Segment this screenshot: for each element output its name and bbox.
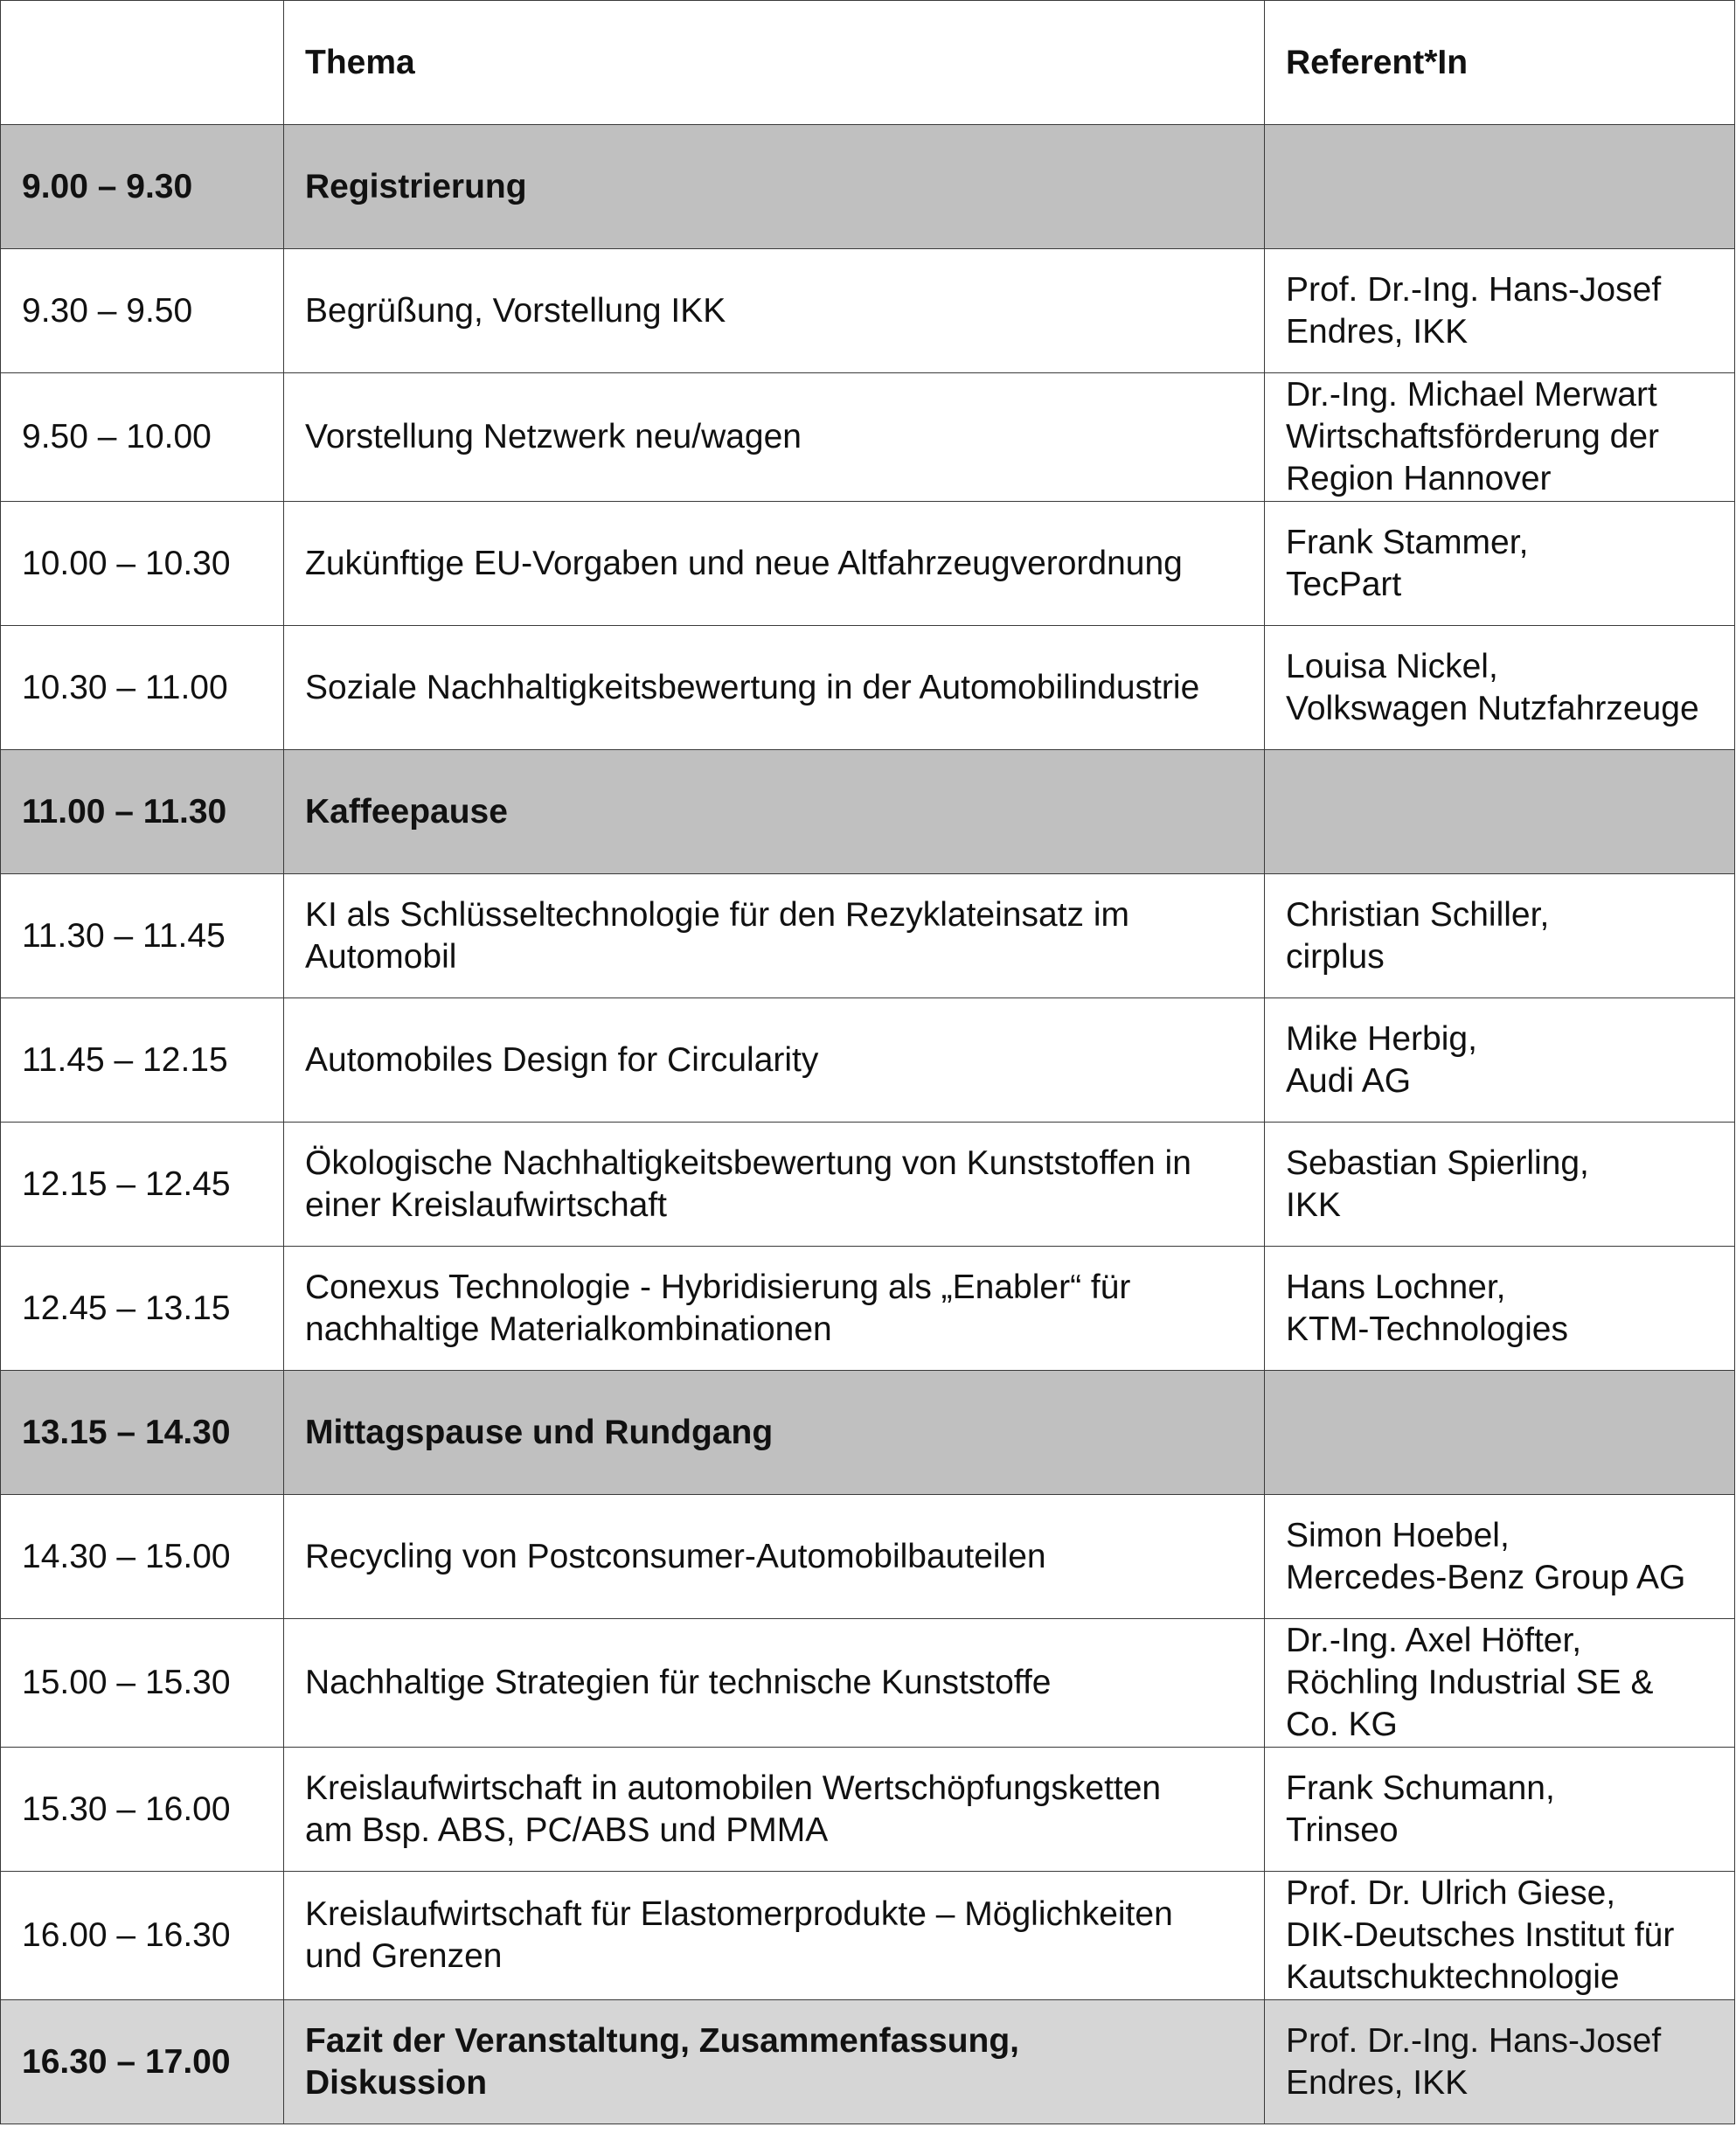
topic-line: Kreislaufwirtschaft für Elastomerprodukte – Möglichkeiten [305,1895,1173,1933]
time-cell: 14.30 – 15.00 [1,1495,284,1619]
topic-line: Ökologische Nachhaltigkeitsbewertung von Kunststoffen in [305,1143,1191,1182]
speaker-line: Kautschuktechnologie [1286,1958,1620,1996]
speaker-line: Trinseo [1286,1811,1399,1849]
agenda-row [1,502,1735,626]
topic-line: Registrierung [305,167,527,205]
time-cell: 10.00 – 10.30 [1,502,284,626]
topic-line: Nachhaltige Strategien für technische Kunststoffe [305,1664,1052,1701]
speaker-cell [1265,750,1735,874]
topic-line: KI als Schlüsseltechnologie für den Rezyklateinsatz im [305,895,1129,934]
topic-cell [284,750,1265,874]
speaker-cell [1265,373,1735,502]
break-row [1,1371,1735,1495]
topic-line: Vorstellung Netzwerk neu/wagen [305,418,802,455]
time-cell: 16.00 – 16.30 [1,1872,284,2000]
agenda-row [1,1619,1735,1748]
speaker-cell [1265,2000,1735,2124]
speaker-line: Mercedes-Benz Group AG [1286,1558,1686,1596]
speaker-line: Co. KG [1286,1706,1398,1743]
break-row [1,750,1735,874]
topic-cell [284,373,1265,502]
time-cell: 11.00 – 11.30 [1,750,284,874]
agenda-row [1,373,1735,502]
topic-line: Automobil [305,937,457,976]
agenda-row [1,1247,1735,1371]
speaker-cell [1265,998,1735,1123]
topic-cell [284,1495,1265,1619]
topic-line: Begrüßung, Vorstellung IKK [305,291,726,330]
speaker-cell [1265,874,1735,998]
speaker-line: KTM-Technologies [1286,1310,1568,1348]
topic-cell [284,1872,1265,2000]
topic-line: einer Kreislaufwirtschaft [305,1185,667,1224]
speaker-cell [1265,626,1735,750]
speaker-line: Volkswagen Nutzfahrzeuge [1286,689,1699,727]
topic-line: Zukünftige EU-Vorgaben und neue Altfahrzeugverordnung [305,544,1183,582]
speaker-line: Frank Schumann, [1286,1769,1555,1807]
speaker-line: Christian Schiller, [1286,895,1550,934]
agenda-row [1,998,1735,1123]
agenda-body [1,1,1735,2124]
topic-line: Automobiles Design for Circularity [305,1040,819,1079]
topic-line: Mittagspause und Rundgang [305,1413,774,1451]
speaker-line: Prof. Dr.-Ing. Hans-Josef [1286,270,1662,309]
speaker-cell [1265,502,1735,626]
topic-line: Soziale Nachhaltigkeitsbewertung in der Automobilindustrie [305,668,1200,706]
speaker-line: Louisa Nickel, [1286,647,1498,685]
time-cell: 9.00 – 9.30 [1,125,284,249]
speaker-line: Röchling Industrial SE & [1286,1664,1654,1701]
topic-cell [284,249,1265,373]
agenda-row [1,1495,1735,1619]
agenda-row [1,874,1735,998]
time-cell: 15.00 – 15.30 [1,1619,284,1748]
speaker-line: IKK [1286,1185,1341,1224]
topic-cell [284,998,1265,1123]
speaker-cell [1265,1247,1735,1371]
speaker-cell [1265,1748,1735,1872]
time-cell: 10.30 – 11.00 [1,626,284,750]
time-cell: 13.15 – 14.30 [1,1371,284,1495]
topic-line: Recycling von Postconsumer-Automobilbauteilen [305,1537,1046,1575]
topic-cell [284,1123,1265,1247]
agenda-row [1,1872,1735,2000]
time-cell: 12.45 – 13.15 [1,1247,284,1371]
speaker-line: Endres, IKK [1286,2063,1469,2102]
header-time [1,1,284,125]
agenda-row [1,626,1735,750]
speaker-line: Wirtschaftsförderung der [1286,418,1660,455]
time-cell: 11.45 – 12.15 [1,998,284,1123]
time-cell: 9.50 – 10.00 [1,373,284,502]
topic-cell [284,1619,1265,1748]
topic-cell [284,125,1265,249]
speaker-cell [1265,1872,1735,2000]
header-topic: Thema [284,1,1265,125]
speaker-line: Frank Stammer, [1286,523,1529,561]
topic-cell [284,626,1265,750]
topic-line: Kaffeepause [305,792,508,831]
speaker-line: cirplus [1286,937,1385,976]
speaker-line: Prof. Dr. Ulrich Giese, [1286,1874,1616,1912]
speaker-line: Dr.-Ing. Michael Merwart [1286,376,1657,414]
speaker-line: Endres, IKK [1286,312,1469,351]
topic-line: Diskussion [305,2063,488,2102]
topic-cell [284,1371,1265,1495]
agenda-row [1,249,1735,373]
topic-cell [284,502,1265,626]
header-speaker: Referent*In [1265,1,1735,125]
topic-line: und Grenzen [305,1937,503,1975]
agenda-row [1,1123,1735,1247]
speaker-line: Dr.-Ing. Axel Höfter, [1286,1622,1582,1659]
time-cell: 11.30 – 11.45 [1,874,284,998]
speaker-line: Mike Herbig, [1286,1019,1477,1058]
time-cell: 9.30 – 9.50 [1,249,284,373]
speaker-line: Sebastian Spierling, [1286,1143,1589,1182]
topic-line: am Bsp. ABS, PC/ABS und PMMA [305,1811,829,1849]
time-cell: 12.15 – 12.45 [1,1123,284,1247]
topic-cell [284,2000,1265,2124]
speaker-cell [1265,1619,1735,1748]
speaker-line: Region Hannover [1286,460,1552,497]
topic-line: Fazit der Veranstaltung, Zusammenfassung, [305,2021,1020,2060]
speaker-cell [1265,249,1735,373]
time-cell: 15.30 – 16.00 [1,1748,284,1872]
topic-line: nachhaltige Materialkombinationen [305,1310,832,1348]
speaker-line: Simon Hoebel, [1286,1516,1510,1554]
topic-cell [284,1247,1265,1371]
speaker-cell [1265,125,1735,249]
speaker-cell [1265,1371,1735,1495]
speaker-line: Hans Lochner, [1286,1268,1506,1306]
topic-cell [284,874,1265,998]
time-cell: 16.30 – 17.00 [1,2000,284,2124]
speaker-line: Audi AG [1286,1061,1412,1100]
break-row [1,125,1735,249]
topic-cell [284,1748,1265,1872]
header-row [1,1,1735,125]
speaker-cell [1265,1495,1735,1619]
speaker-line: Prof. Dr.-Ing. Hans-Josef [1286,2021,1662,2060]
agenda-row [1,1748,1735,1872]
agenda-row [1,2000,1735,2124]
speaker-line: DIK-Deutsches Institut für [1286,1916,1675,1954]
speaker-line: TecPart [1286,565,1402,603]
speaker-cell [1265,1123,1735,1247]
topic-line: Conexus Technologie - Hybridisierung als „Enabler“ für [305,1268,1131,1306]
topic-line: Kreislaufwirtschaft in automobilen Wertschöpfungsketten [305,1769,1162,1807]
